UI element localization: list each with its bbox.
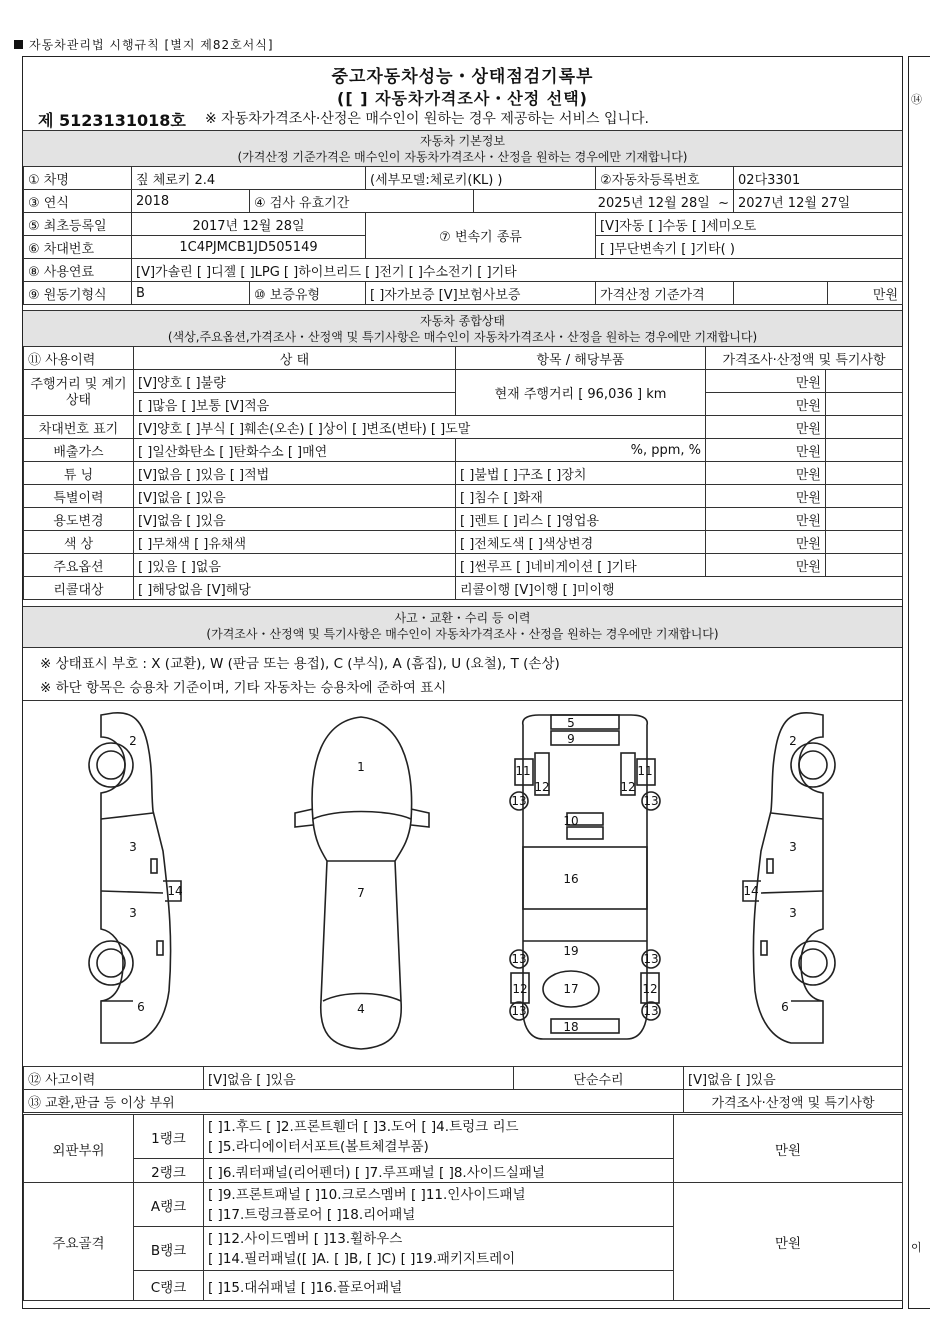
price-basis-unit: 만원 xyxy=(828,282,903,305)
rankB-line1: [ ]12.사이드멤버 [ ]13.휠하우스 xyxy=(208,1230,403,1247)
rankA-items xyxy=(204,1183,674,1227)
page-subtitle: ([ ] 자동차가격조사・산정 선택) xyxy=(337,89,588,108)
status-row-note xyxy=(826,485,903,508)
car-name-label: ① 차명 xyxy=(24,167,132,190)
part-label-12: 12 xyxy=(534,780,550,794)
status-row-label: 주행거리 및 계기상태 xyxy=(24,370,134,416)
part-label-10: 10 xyxy=(563,814,579,828)
status-row-state: [V]양호 [ ]불량 xyxy=(134,370,456,393)
parts-table xyxy=(23,1114,903,1301)
rankC-items: [ ]15.대쉬패널 [ ]16.플로어패널 xyxy=(204,1271,674,1301)
status-row-item: [ ]불법 [ ]구조 [ ]장치 xyxy=(456,462,706,485)
status-row-state: [ ]해당없음 [V]해당 xyxy=(134,577,456,600)
status-row-state: [ ]일산화탄소 [ ]탄화수소 [ ]매연 xyxy=(134,439,456,462)
passenger-car-note: ※ 하단 항목은 승용차 기준이며, 기타 자동차는 승용차에 준하여 표시 xyxy=(40,680,447,696)
status-row-unit: 만원 xyxy=(706,508,826,531)
part-label-16: 16 xyxy=(563,872,579,886)
part-label-2: 2 xyxy=(129,734,137,748)
status-section-title: 자동차 종합상태 xyxy=(420,314,505,328)
part-label-3c: 3 xyxy=(789,840,797,854)
status-row-note xyxy=(826,439,903,462)
trans-line2: [ ]무단변속기 [ ]기타( ) xyxy=(596,236,903,259)
year-label: ③ 연식 xyxy=(24,190,132,213)
page-title: 중고자동차성능・상태점검기록부 xyxy=(331,67,594,87)
document-number: 제 5123131018호 xyxy=(38,111,186,130)
part-label-13b: 13 xyxy=(643,794,659,808)
basic-section-title: 자동차 기본정보 xyxy=(420,134,505,148)
status-row-note xyxy=(826,531,903,554)
car-right-side-view xyxy=(743,713,835,1043)
inspect-label: ④ 검사 유효기간 xyxy=(250,190,474,213)
status-row-state: [ ]있음 [ ]없음 xyxy=(134,554,456,577)
reg-no: 02다3301 xyxy=(734,167,903,190)
part-label-13f: 13 xyxy=(643,1004,659,1018)
first-reg: 2017년 12월 28일 xyxy=(132,213,366,236)
status-row-label: 특별이력 xyxy=(24,485,134,508)
basic-info-table xyxy=(23,166,903,305)
part-label-13c: 13 xyxy=(511,952,527,966)
status-symbol-legend: ※ 상태표시 부호 : X (교환), W (판금 또는 용접), C (부식), A (흠집), U (요철), T (손상) xyxy=(40,656,560,672)
frame-label: 주요골격 xyxy=(24,1183,134,1301)
status-row-note xyxy=(826,393,903,416)
engine-label: ⑨ 원동기형식 xyxy=(24,282,132,305)
part-label-19: 19 xyxy=(563,944,579,958)
rankC-label: C랭크 xyxy=(134,1271,204,1301)
rankB-label: B랭크 xyxy=(134,1227,204,1271)
parts-label: ⑬ 교환,판금 등 이상 부위 xyxy=(24,1090,684,1113)
simple-repair-label: 단순수리 xyxy=(514,1067,684,1090)
fuel-options: [V]가솔린 [ ]디젤 [ ]LPG [ ]하이브리드 [ ]전기 [ ]수소전기 [ ]기타 xyxy=(132,259,903,282)
rank1-label: 1랭크 xyxy=(134,1115,204,1159)
accident-section-note: (가격조사・산정액 및 특기사항은 매수인이 자동차가격조사・산정을 원하는 경우에만 기재합니다) xyxy=(206,627,719,641)
status-row-item: 현재 주행거리 [ 96,036 ] km xyxy=(456,370,706,416)
frame-price: 만원 xyxy=(674,1183,903,1301)
accident-section-header xyxy=(23,606,902,648)
price-basis-value xyxy=(734,282,828,305)
accident-section-title: 사고・교환・수리 등 이력 xyxy=(394,611,531,625)
status-row-state: [V]없음 [ ]있음 xyxy=(134,508,456,531)
status-row-unit: 만원 xyxy=(706,485,826,508)
part-label-2b: 2 xyxy=(789,734,797,748)
next-page-strip xyxy=(908,56,930,1309)
basic-section-note: (가격산정 기준가격은 매수인이 자동차가격조사・산정을 원하는 경우에만 기재합니다) xyxy=(237,150,688,164)
rankA-label: A랭크 xyxy=(134,1183,204,1227)
status-row-unit: 만원 xyxy=(706,439,826,462)
part-label-5: 5 xyxy=(567,716,575,730)
form-reference xyxy=(14,36,274,53)
part-label-1: 1 xyxy=(357,760,365,774)
document-note: ※ 자동차가격조사·산정은 매수인이 원하는 경우 제공하는 서비스 입니다. xyxy=(205,111,649,127)
part-label-13d: 13 xyxy=(643,952,659,966)
rankA-line2: [ ]17.트렁크플로어 [ ]18.리어패널 xyxy=(208,1206,416,1223)
status-row-unit: 만원 xyxy=(706,393,826,416)
status-row-label: 튜 닝 xyxy=(24,462,134,485)
basic-section-header xyxy=(23,130,902,167)
status-row-state: [V]없음 [ ]있음 xyxy=(134,485,456,508)
status-row-note xyxy=(826,416,903,439)
status-row-note xyxy=(826,554,903,577)
status-row-item: [ ]렌트 [ ]리스 [ ]영업용 xyxy=(456,508,706,531)
fuel-label: ⑧ 사용연료 xyxy=(24,259,132,282)
status-row-note xyxy=(826,370,903,393)
warranty-options: [ ]자가보증 [V]보험사보증 xyxy=(366,282,596,305)
part-label-3b: 3 xyxy=(129,906,137,920)
trans-label: ⑦ 변속기 종류 xyxy=(366,213,596,259)
rank2-label: 2랭크 xyxy=(134,1159,204,1183)
part-label-7: 7 xyxy=(357,886,365,900)
status-row-label: 배출가스 xyxy=(24,439,134,462)
rankB-line2: [ ]14.필러패널([ ]A. [ ]B, [ ]C) [ ]19.패키지트레이 xyxy=(208,1250,516,1267)
status-row-unit: 만원 xyxy=(706,462,826,485)
part-label-13e: 13 xyxy=(511,1004,527,1018)
car-damage-diagram xyxy=(23,700,902,1067)
part-label-12c: 12 xyxy=(512,982,528,996)
part-label-18: 18 xyxy=(563,1020,579,1034)
parts-price-label: 가격조사·산정액 및 특기사항 xyxy=(684,1090,903,1113)
status-row-label: 리콜대상 xyxy=(24,577,134,600)
part-label-11b: 11 xyxy=(637,764,653,778)
warranty-label: ⑩ 보증유형 xyxy=(250,282,366,305)
status-table xyxy=(23,346,903,600)
inspect-tilde: ~ xyxy=(718,195,730,211)
car-name: 짚 체로키 2.4 xyxy=(132,167,366,190)
part-label-3d: 3 xyxy=(789,906,797,920)
status-row-state: [ ]많음 [ ]보통 [V]적음 xyxy=(134,393,456,416)
detail-model: (세부모델:체로키(KL) ) xyxy=(366,167,596,190)
rank2-items: [ ]6.쿼터패널(리어펜더) [ ]7.루프패널 [ ]8.사이드실패널 xyxy=(204,1159,674,1183)
status-row-label: 주요옵션 xyxy=(24,554,134,577)
accident-history-value: [V]없음 [ ]있음 xyxy=(204,1067,514,1090)
status-row-item: [ ]침수 [ ]화재 xyxy=(456,485,706,508)
part-label-12b: 12 xyxy=(620,780,636,794)
part-label-6: 6 xyxy=(137,1000,145,1014)
form-ref-text: 자동차관리법 시행규칙 [별지 제82호서식] xyxy=(29,38,274,52)
status-row-label: 색 상 xyxy=(24,531,134,554)
car-left-side-view xyxy=(89,713,181,1043)
trans-line1: [V]자동 [ ]수동 [ ]세미오토 xyxy=(596,213,903,236)
accident-table xyxy=(23,1066,903,1113)
status-row-item: [ ]썬루프 [ ]네비게이션 [ ]기타 xyxy=(456,554,706,577)
part-label-12d: 12 xyxy=(642,982,658,996)
rank1-items xyxy=(204,1115,674,1159)
status-row-state: [ ]무채색 [ ]유채색 xyxy=(134,531,456,554)
exterior-label: 외판부위 xyxy=(24,1115,134,1183)
col-usage-header: ⑪ 사용이력 xyxy=(24,347,134,370)
part-label-3: 3 xyxy=(129,840,137,854)
status-row-item: 리콜이행 [V]이행 [ ]미이행 xyxy=(456,577,903,600)
inspect-to: 2027년 12월 27일 xyxy=(734,190,903,213)
price-basis-label: 가격산정 기준가격 xyxy=(596,282,734,305)
inspect-from xyxy=(474,190,734,213)
strip-number: ⑭ xyxy=(911,93,922,106)
status-row-label: 용도변경 xyxy=(24,508,134,531)
vin-label: ⑥ 차대번호 xyxy=(24,236,132,259)
status-row-note xyxy=(826,462,903,485)
part-label-13: 13 xyxy=(511,794,527,808)
status-row-note xyxy=(826,508,903,531)
part-label-6b: 6 xyxy=(781,1000,789,1014)
strip-letter: 이 xyxy=(911,1241,922,1254)
status-row-unit: 만원 xyxy=(706,416,826,439)
status-row-unit: 만원 xyxy=(706,370,826,393)
year: 2018 xyxy=(132,190,250,213)
col-price-header: 가격조사·산정액 및 특기사항 xyxy=(706,347,903,370)
rankB-items xyxy=(204,1227,674,1271)
part-label-17: 17 xyxy=(563,982,579,996)
status-row-state: [V]없음 [ ]있음 [ ]적법 xyxy=(134,462,456,485)
col-state-header: 상 태 xyxy=(134,347,456,370)
status-row-item: %, ppm, % xyxy=(456,439,706,462)
vin: 1C4PJMCB1JD505149 xyxy=(132,236,366,259)
status-row-unit: 만원 xyxy=(706,531,826,554)
part-label-14b: 14 xyxy=(743,884,759,898)
engine-type: B xyxy=(132,282,250,305)
accident-history-label: ⑫ 사고이력 xyxy=(24,1067,204,1090)
part-label-14: 14 xyxy=(167,884,183,898)
status-section-note: (색상,주요옵션,가격조사・산정액 및 특기사항은 매수인이 자동차가격조사・산정을 원하는 경우에만 기재합니다) xyxy=(167,330,758,344)
status-row-label: 차대번호 표기 xyxy=(24,416,134,439)
rankA-line1: [ ]9.프론트패널 [ ]10.크로스멤버 [ ]11.인사이드패널 xyxy=(208,1186,526,1203)
part-label-9: 9 xyxy=(567,732,575,746)
status-row-unit: 만원 xyxy=(706,554,826,577)
simple-repair-value: [V]없음 [ ]있음 xyxy=(684,1067,903,1090)
status-section-header xyxy=(23,310,902,347)
square-bullet-icon xyxy=(14,40,23,49)
status-row-item: [ ]전체도색 [ ]색상변경 xyxy=(456,531,706,554)
inspect-from-date: 2025년 12월 28일 xyxy=(597,195,710,211)
reg-no-label: ②자동차등록번호 xyxy=(596,167,734,190)
part-label-4: 4 xyxy=(357,1002,365,1016)
part-label-11: 11 xyxy=(515,764,531,778)
first-reg-label: ⑤ 최초등록일 xyxy=(24,213,132,236)
exterior-price: 만원 xyxy=(674,1115,903,1183)
col-item-header: 항목 / 해당부품 xyxy=(456,347,706,370)
status-row-state: [V]양호 [ ]부식 [ ]훼손(오손) [ ]상이 [ ]변조(변타) [ ]도말 xyxy=(134,416,706,439)
rank1-line1: [ ]1.후드 [ ]2.프론트휀더 [ ]3.도어 [ ]4.트렁크 리드 xyxy=(208,1118,519,1135)
rank1-line2: [ ]5.라디에이터서포트(볼트체결부품) xyxy=(208,1138,429,1155)
